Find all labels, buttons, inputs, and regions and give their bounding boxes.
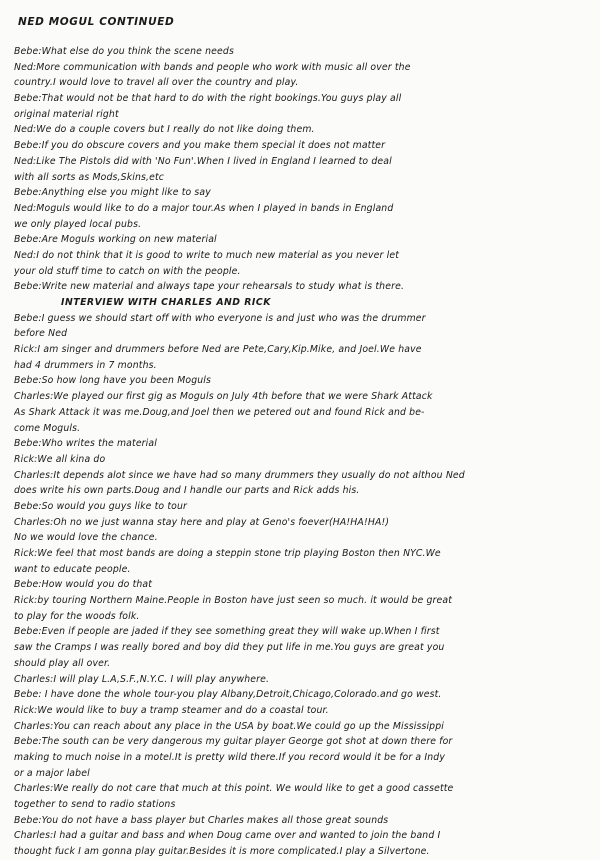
text-line: before Ned	[14, 328, 68, 340]
interview-text	[14, 44, 594, 860]
text-line: Rick:I am singer and drummers before Ned are Pete,Cary,Kip.Mike, and Joel.We have	[14, 344, 422, 356]
text-line: making to much noise in a motel.It is pretty wild there.If you record would it be for a Indy	[14, 751, 446, 763]
text-line: saw the Cramps I was really bored and boy did they put life in me.You guys are great you	[14, 642, 445, 654]
text-line: Ned:More communication with bands and people who work with music all over the	[14, 61, 411, 73]
text-line: Bebe:I guess we should start off with who everyone is and just who was the drummer	[14, 312, 426, 324]
text-line: want to educate people.	[14, 563, 131, 575]
page-title: NED MOGUL CONTINUED	[18, 16, 175, 28]
text-line: Rick:We all kina do	[14, 453, 106, 465]
text-line: Rick:by touring Northern Maine.People in Boston have just seen so much. it would be great	[14, 595, 453, 607]
text-line: does write his own parts.Doug and I handle our parts and Rick adds his.	[14, 485, 360, 497]
text-line: Charles:You can reach about any place in the USA by boat.We could go up the Mississippi	[14, 720, 445, 732]
text-line: or a major label	[14, 767, 90, 779]
text-line: should play all over.	[14, 657, 111, 669]
text-line: with all sorts as Mods,Skins,etc	[14, 171, 165, 183]
text-line: together to send to radio stations	[14, 799, 176, 810]
text-line: Bebe: I have done the whole tour-you play Albany,Detroit,Chicago,Colorado.and go west.	[14, 689, 442, 701]
text-line: we only played local pubs.	[14, 218, 142, 230]
text-line: As Shark Attack it was me.Doug,and Joel then we petered out and found Rick and be-	[14, 406, 425, 418]
text-line: come Moguls.	[14, 422, 81, 434]
text-line: Bebe:The south can be very dangerous my guitar player George got shot at down there for	[14, 736, 453, 748]
text-line: Rick:We feel that most bands are doing a steppin stone trip playing Boston then NYC.We	[14, 548, 441, 559]
text-line: Bebe:Even if people are jaded if they see something great they will wake up.When I first	[14, 626, 440, 638]
text-line: Charles:I had a guitar and bass and when Doug came over and wanted to join the band I	[14, 830, 441, 842]
text-line: Ned:Like The Pistols did with 'No Fun'.When I lived in England I learned to deal	[14, 155, 392, 167]
text-line: Charles:I will play L.A,S.F.,N.Y.C. I will play anywhere.	[14, 673, 270, 685]
text-line: Ned:We do a couple covers but I really do not like doing them.	[14, 124, 315, 136]
text-line: thought fuck I am gonna play guitar.Besides it is more complicated.I play a Silvertone.	[14, 846, 430, 858]
text-line: Bebe:Who writes the material	[14, 438, 157, 450]
text-line: Charles:We played our first gig as Moguls on July 4th before that we were Shark Attack	[14, 391, 433, 403]
text-line: country.I would love to travel all over the country and play.	[14, 77, 299, 89]
text-line: Bebe:Anything else you might like to say	[14, 187, 211, 199]
text-line: Bebe:That would not be that hard to do with the right bookings.You guys play all	[14, 93, 402, 105]
text-line: Charles:We really do not care that much at this point. We would like to get a good cassette	[14, 783, 454, 795]
text-line: had 4 drummers in 7 months.	[14, 359, 157, 371]
text-line: Rick:We would like to buy a tramp steamer and do a coastal tour.	[14, 704, 329, 716]
text-line: Bebe:How would you do that	[14, 579, 153, 591]
text-line: Charles:It depends alot since we have had so many drummers they usually do not althou Ned	[14, 469, 465, 481]
text-line: No we would love the chance.	[14, 532, 158, 544]
text-line: your old stuff time to catch on with the people.	[14, 265, 241, 277]
text-line: Bebe:Are Moguls working on new material	[14, 234, 217, 246]
text-line: Bebe:What else do you think the scene needs	[14, 46, 234, 57]
text-line: original material right	[14, 108, 119, 120]
text-line: Ned:I do not think that it is good to write to much new material as you never let	[14, 249, 400, 261]
text-line: Bebe:If you do obscure covers and you make them special it does not matter	[14, 140, 386, 152]
text-line: Bebe:Write new material and always tape your rehearsals to study what is there.	[14, 281, 405, 293]
text-line: Charles:Oh no we just wanna stay here and play at Geno's foever(HA!HA!HA!)	[14, 516, 390, 528]
text-line: Bebe:So how long have you been Moguls	[14, 375, 212, 387]
text-line: to play for the woods folk.	[14, 610, 140, 622]
section-heading: INTERVIEW WITH CHARLES AND RICK	[61, 297, 271, 308]
text-line: Ned:Moguls would like to do a major tour.As when I played in bands in England	[14, 202, 394, 214]
text-line: Bebe:So would you guys like to tour	[14, 500, 187, 512]
text-line: Bebe:You do not have a bass player but Charles makes all those great sounds	[14, 814, 389, 826]
